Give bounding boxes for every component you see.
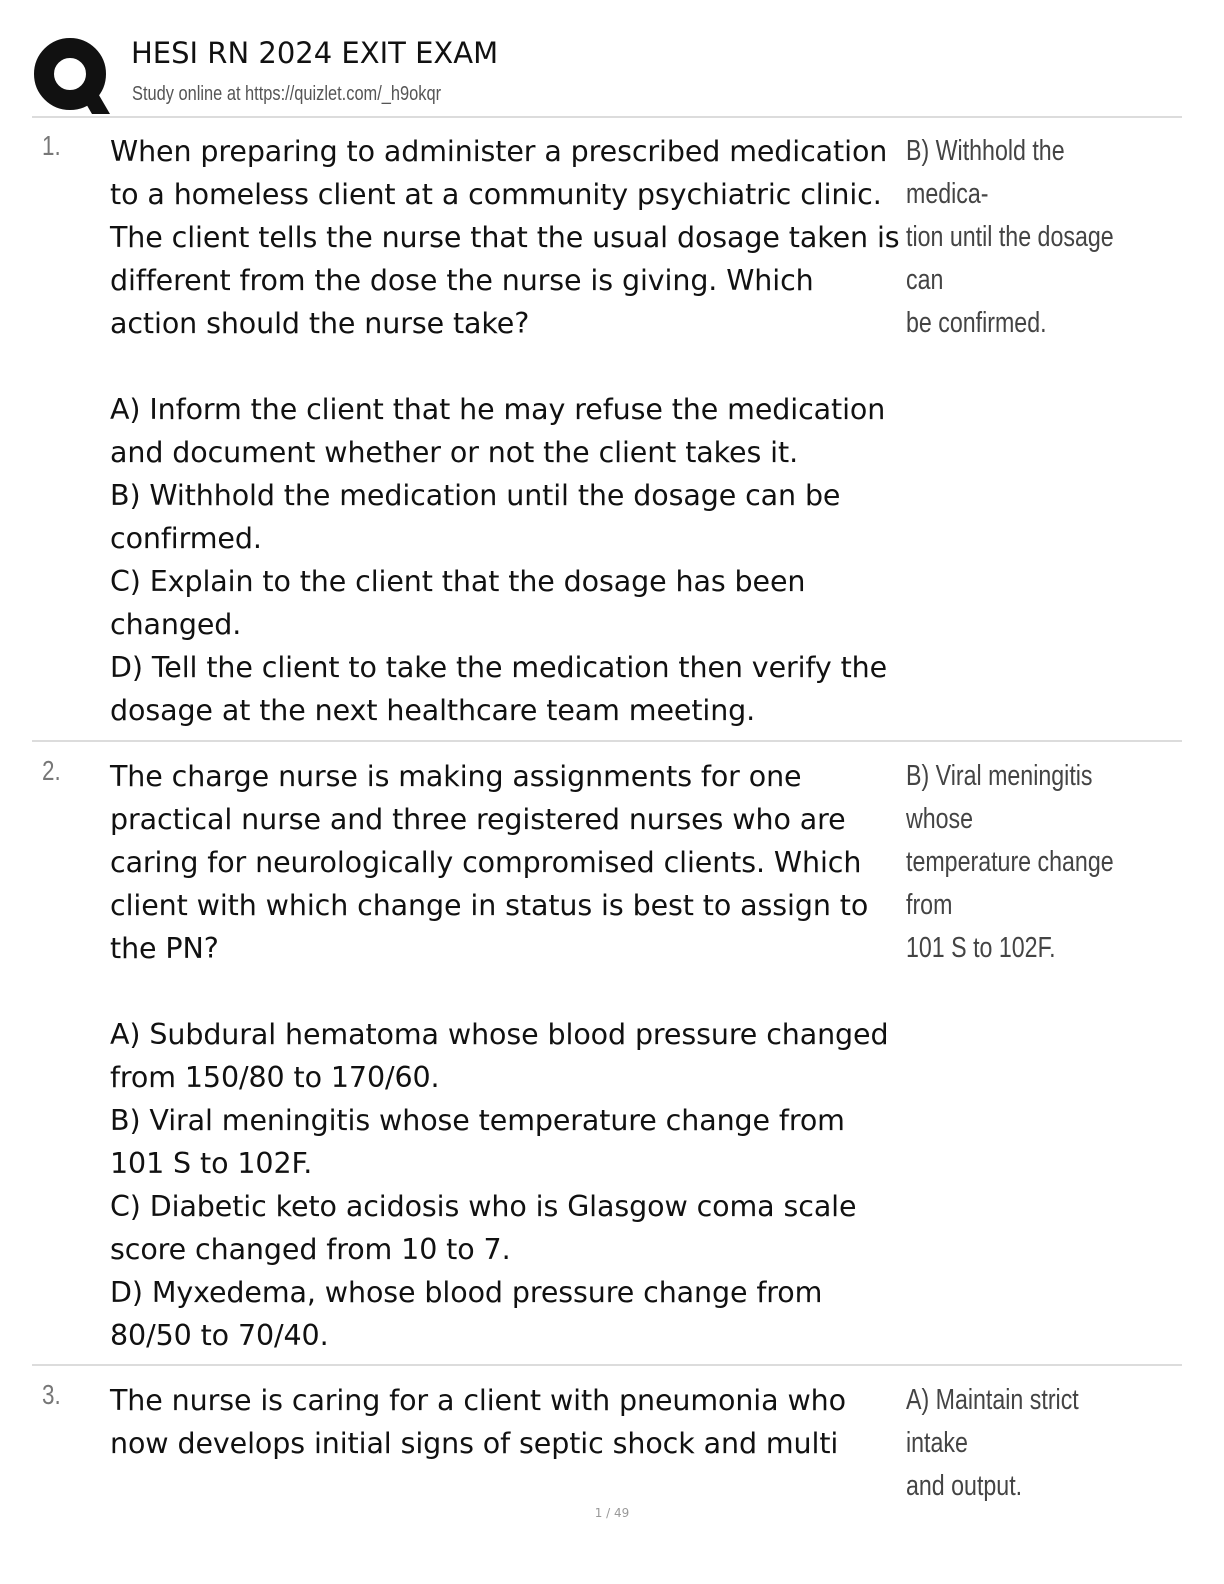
answer-option: A) Inform the client that he may refuse the medication and document whether or not the client takes it. [110,393,886,469]
quizlet-q-logo-icon [32,36,110,114]
answer-option: B) Viral meningitis whose temperature change from 101 S to 102F. [110,1104,845,1180]
divider [32,1364,1182,1366]
divider [32,116,1182,118]
document-title: HESI RN 2024 EXIT EXAM [131,36,499,70]
answer-option: A) Subdural hematoma whose blood pressure changed from 150/80 to 170/60. [110,1018,889,1094]
answer-option: D) Tell the client to take the medication then verify the dosage at the next healthcare team meeting. [110,651,888,727]
answer-option: B) Withhold the medication until the dosage can be confirmed. [110,479,841,555]
divider [32,740,1182,742]
question-number: 2. [42,755,61,786]
answer-definition: B) Viral meningitis whose temperature change from 101 S to 102F. [906,760,1114,964]
question-term [110,1379,905,1465]
question-text: When preparing to administer a prescribed medication to a homeless client at a community psychiatric clinic. The client tells the nurse that the usual dosage taken is different from the dose the nurse is giving. Which action should the nurse take? [110,135,900,340]
page-indicator: 1 / 49 [594,1506,630,1520]
question-term [110,130,905,732]
answer-definition: A) Maintain strict intake and output. [906,1384,1079,1502]
answer-option: C) Diabetic keto acidosis who is Glasgow coma scale score changed from 10 to 7. [110,1190,857,1266]
answer-option: D) Myxedema, whose blood pressure change from 80/50 to 70/40. [110,1276,823,1352]
question-text: The nurse is caring for a client with pneumonia who now develops initial signs of septic shock and multi [110,1384,846,1460]
question-number: 1. [42,130,61,161]
question-text: The charge nurse is making assignments for one practical nurse and three registered nurses who are caring for neurologically compromised clients. Which client with which change in status is best to assign to the PN? [110,760,869,965]
answer-definition: B) Withhold the medica- tion until the dosage can be confirmed. [906,135,1114,339]
answer-option: C) Explain to the client that the dosage has been changed. [110,565,806,641]
study-online-link-text: Study online at https://quizlet.com/_h9okqr [132,83,442,105]
page-header [32,30,1182,116]
question-number: 3. [42,1379,61,1410]
question-term [110,755,905,1357]
